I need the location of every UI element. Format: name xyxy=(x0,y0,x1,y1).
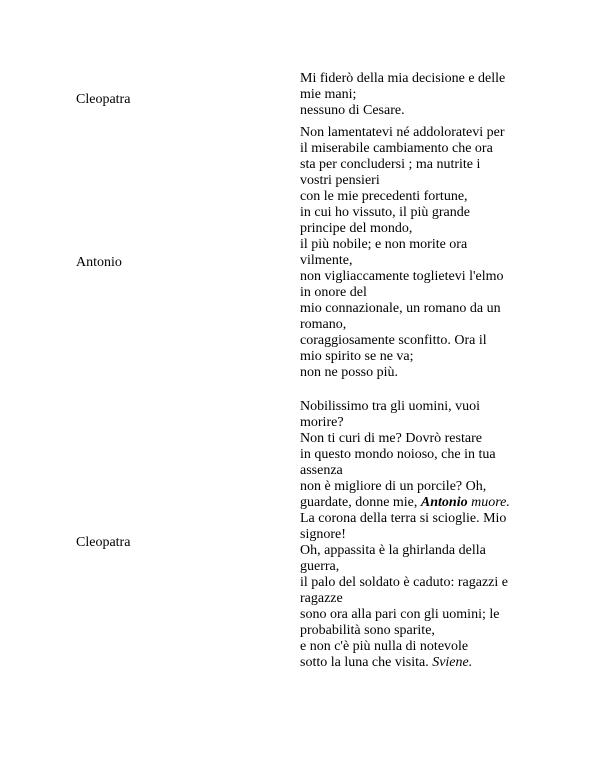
speaker-name: Cleopatra xyxy=(76,535,131,550)
speech-line: sta per concludersi ; ma nutrite i xyxy=(300,157,481,172)
speech-line: Mi fiderò della mia decisione e delle xyxy=(300,71,506,86)
speech-line-with-stage-direction xyxy=(300,655,532,671)
line-text: guardate, donne mie, xyxy=(300,495,421,510)
speech-line: La corona della terra si scioglie. Mio xyxy=(300,511,507,526)
speech-line: assenza xyxy=(300,463,343,478)
line-text: sotto la luna che visita. xyxy=(300,655,433,670)
speech-line: vilmente, xyxy=(300,253,353,268)
speech-line: mio spirito se ne va; xyxy=(300,349,414,364)
speech-line: il miserabile cambiamento che ora xyxy=(300,141,493,156)
speaker-name: Antonio xyxy=(76,255,122,270)
speech-line: morire? xyxy=(300,415,344,430)
speech-line-with-stage-direction xyxy=(300,495,532,511)
speech-line: coraggiosamente sconfitto. Ora il xyxy=(300,333,487,348)
speech-line: romano, xyxy=(300,317,347,332)
speech-line: il palo del soldato è caduto: ragazzi e xyxy=(300,575,508,590)
speech-line: signore! xyxy=(300,527,346,542)
speech-line: Non lamentatevi né addoloratevi per xyxy=(300,125,505,140)
speech-line: Oh, appassita è la ghirlanda della xyxy=(300,543,486,558)
speech-line: vostri pensieri xyxy=(300,173,380,188)
speech-line: con le mie precedenti fortune, xyxy=(300,189,468,204)
stage-direction: Sviene. xyxy=(432,655,473,670)
speech-line: probabilità sono sparite, xyxy=(300,623,435,638)
speech-line: Nobilissimo tra gli uomini, vuoi xyxy=(300,399,481,414)
speech-line: in onore del xyxy=(300,285,367,300)
speech-line: e non c'è più nulla di notevole xyxy=(300,639,469,654)
speech-line: Non ti curi di me? Dovrò restare xyxy=(300,431,482,446)
speech-line: sono ora alla pari con gli uomini; le xyxy=(300,607,500,622)
speech-line: principe del mondo, xyxy=(300,221,413,236)
speech-lines xyxy=(300,71,532,119)
speech-line: non ne posso più. xyxy=(300,365,398,380)
speech-line: nessuno di Cesare. xyxy=(300,103,405,118)
stage-character-name: Antonio xyxy=(420,495,468,510)
speech-line: il più nobile; e non morite ora xyxy=(300,237,468,252)
stage-direction: muore. xyxy=(467,495,510,510)
speech-line: in cui ho vissuto, il più grande xyxy=(300,205,470,220)
speech-line: ragazze xyxy=(300,591,343,606)
speech-line: mie mani; xyxy=(300,87,357,102)
speech-lines xyxy=(300,399,532,671)
speech-line: guerra, xyxy=(300,559,340,574)
speech-line: mio connazionale, un romano da un xyxy=(300,301,501,316)
speech-line: non vigliaccamente toglietevi l'elmo xyxy=(300,269,504,284)
speaker-name: Cleopatra xyxy=(76,92,131,107)
speech-line: in questo mondo noioso, che in tua xyxy=(300,447,496,462)
speech-lines xyxy=(300,125,532,381)
speech-line: non è migliore di un porcile? Oh, xyxy=(300,479,487,494)
